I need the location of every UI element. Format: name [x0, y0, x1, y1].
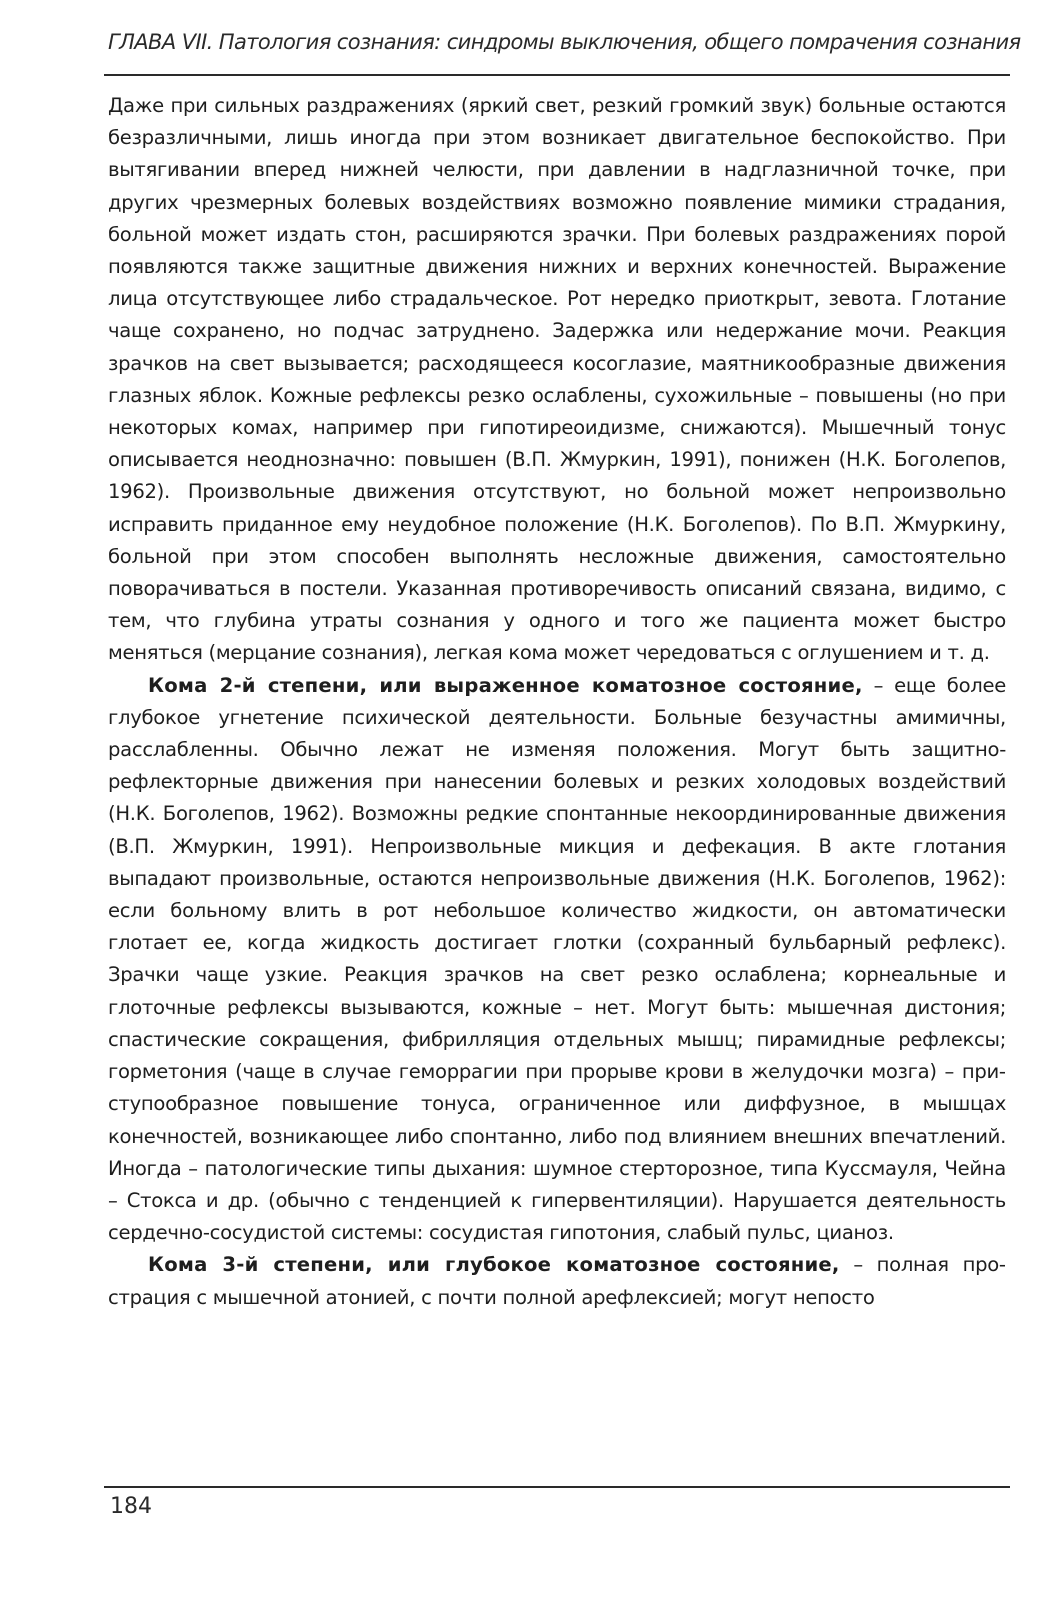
main-text — [108, 90, 1006, 1314]
paragraph-coma-1-continued: Даже при сильных раздражениях (яркий свет, резкий громкий звук) больные остаются безразличными, лишь иногда при этом возникает двигательное беспокойство. При вытягивании вперед нижней челюсти, при давлении в надглазничной точке, при других чрезмерных болевых воздействиях возможно появление мимики страдания, больной может издать стон, расширяются зрачки. При болевых раздражениях порой появляются также защитные движения нижних и верхних конечностей. Выражение лица отсутствующее либо страдальческое. Рот нередко приоткрыт, зевота. Глотание чаще сохранено, но подчас затруднено. Задержка или недержание мочи. Реакция зрачков на свет вызывается; расходящееся косоглазие, маятникообразные движения глазных яблок. Кожные рефлексы резко ослаблены, сухожильные – повышены (но при некоторых комах, например при гипотиреоидизме, снижаются). Мышечный тонус описывается неоднозначно: повышен (В.П. Жмуркин, 1991), понижен (Н.К. Боголепов, 1962). Произвольные движения отсутствуют, но больной может непроизвольно исправить приданное ему неудобное положение (Н.К. Боголепов). По В.П. Жмуркину, больной при этом способен выполнять несложные движения, самостоятельно поворачиваться в постели. Указанная противоречивость описаний связана, видимо, с тем, что глубина утраты сознания у одного и того же пациента может быстро меняться (мерцание сознания), легкая кома может чередоваться с оглушением и т. д. — [108, 94, 1006, 665]
header-rule — [104, 74, 1010, 76]
footer-rule — [104, 1486, 1010, 1488]
paragraph-coma-2-text: – еще более глубокое угнетение психической деятельности. Больные безучастны амимичны, расслабленны. Обычно лежат не изменяя положения. Могут быть защитно-рефлекторные движения при нанесении болевых и резких холодовых воздействий (Н.К. Боголепов, 1962). Возможны редкие спонтанные некоординированные движения (В.П. Жмуркин, 1991). Непроизвольные микция и дефекация. В акте глотания выпадают произвольные, остаются непроизвольные движения (Н.К. Боголепов, 1962): если больному влить в рот небольшое количество жидкости, он автоматически глотает ее, когда жидкость достигает глотки (сохранный бульбарный рефлекс). Зрачки чаще узкие. Реакция зрачков на свет резко ослаблена; корнеальные и глоточные рефлексы вызываются, кожные – нет. Могут быть: мышечная дистония; спастические сокращения, фибрилляция отдельных мышц; пирамидные рефлексы; горметония (чаще в случае геморрагии при прорыве крови в желудочки мозга) – приступообразное повышение тонуса, ограниченное или диффузное, в мышцах конечностей, возникающее либо спонтанно, либо под влиянием внешних впечатлений. Иногда – патологические типы дыхания: шумное стерторозное, типа Куссмауля, Чейна – Стокса и др. (обычно с тенденцией к гипервентиляции). Нарушается деятельность сердечно-сосудистой системы: сосудистая гипотония, слабый пульс, цианоз. — [108, 673, 1006, 1245]
heading-coma-3: Кома 3-й степени, или глубокое коматозное состояние, — [148, 1253, 840, 1277]
paragraph-coma-3-text: – полная прострация с мышечной атонией, с почти полной арефлексией; могут непосто — [108, 1253, 1006, 1309]
page-number: 184 — [110, 1494, 152, 1519]
paragraph-coma-3 — [108, 1249, 1006, 1313]
running-header: ГЛАВА VII. Патология сознания: синдромы выключения, общего помрачения сознания — [108, 30, 1021, 54]
heading-coma-2: Кома 2-й степени, или выраженное коматозное состояние, — [148, 673, 863, 697]
paragraph-coma-2 — [108, 670, 1006, 1250]
